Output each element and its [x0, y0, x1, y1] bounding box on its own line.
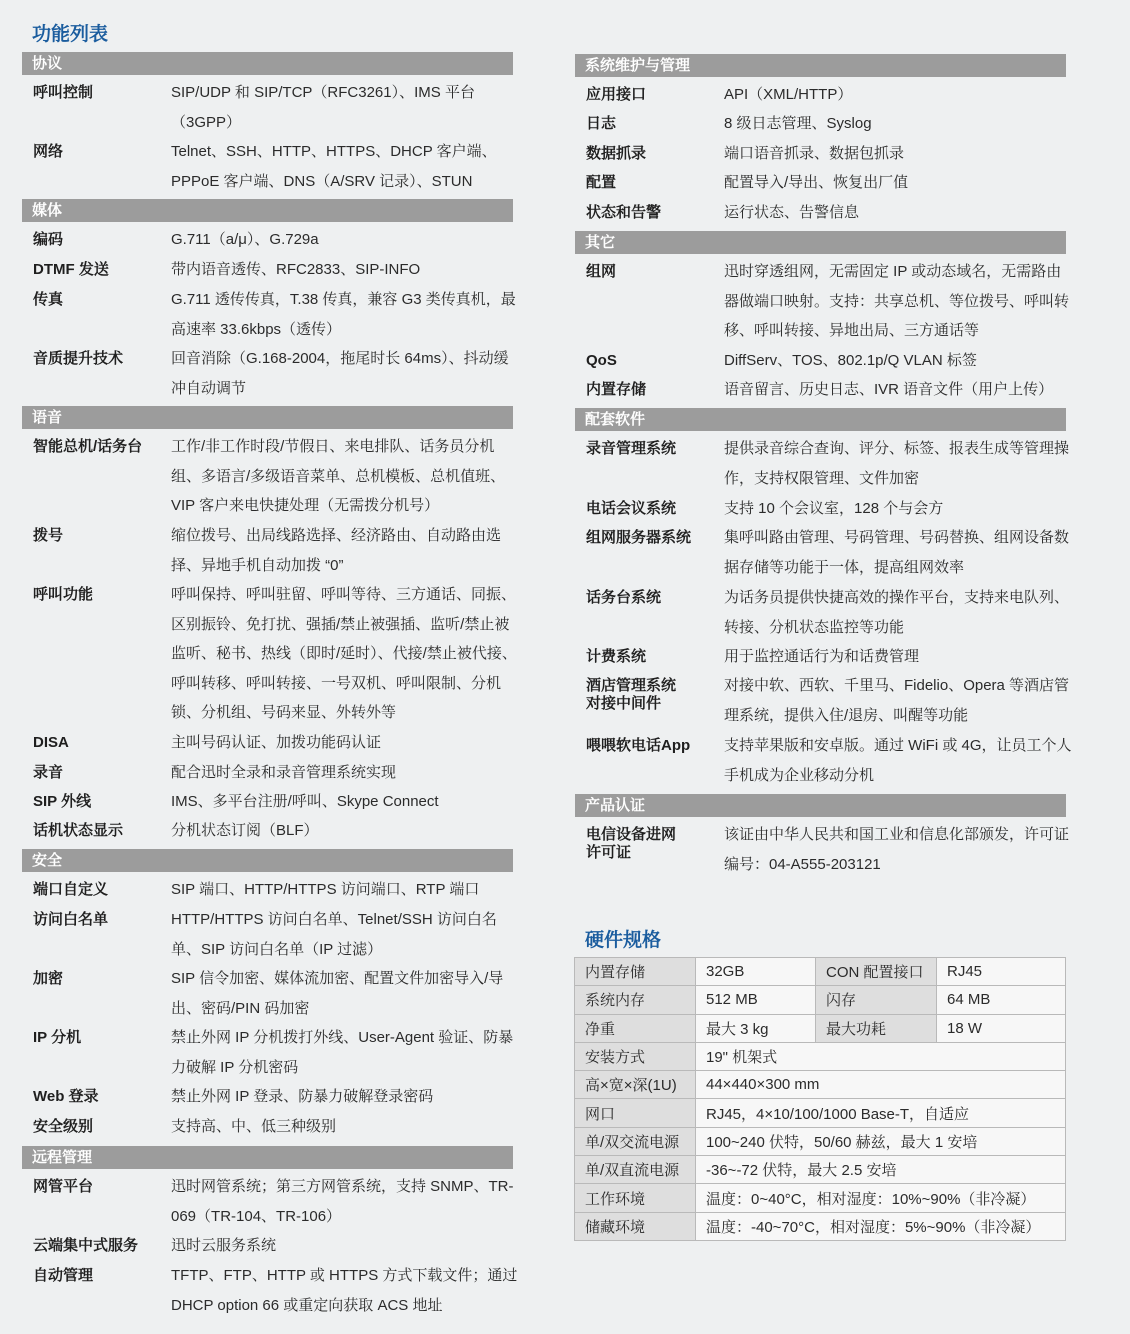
feature-name: 日志	[586, 115, 617, 132]
feature-name: 呼叫功能	[33, 586, 94, 603]
feature-value: 8 级日志管理、Syslog	[724, 115, 872, 132]
feature-name: 配置	[586, 174, 617, 191]
feature-name: 网管平台	[33, 1178, 94, 1195]
feature-row	[22, 344, 513, 403]
feature-value: 工作/非工作时段/节假日、来电排队、话务员分机组、多语言/多级语音菜单、总机模板、总机值班、VIP 客户来电快捷处理（无需拨分机号）	[171, 438, 506, 514]
feature-name: 安全级别	[33, 1118, 94, 1135]
feature-row	[22, 875, 513, 905]
spec-row	[575, 1014, 1066, 1042]
feature-value: 回音消除（G.168-2004，拖尾时长 64ms）、抖动缓冲自动调节	[171, 350, 509, 397]
spec-value: -36~-72 伏特，最大 2.5 安培	[696, 1156, 1066, 1184]
feature-value: G.711（a/μ）、G.729a	[171, 231, 319, 248]
section-header: 系统维护与管理	[575, 54, 1066, 77]
feature-row	[575, 257, 1070, 346]
section-header: 安全	[22, 849, 513, 872]
feature-value: 禁止外网 IP 分机拨打外线、User-Agent 验证、防暴力破解 IP 分机密码	[171, 1029, 514, 1076]
spec-row	[575, 986, 1066, 1014]
feature-value: 支持高、中、低三种级别	[171, 1118, 337, 1135]
feature-value: DiffServ、TOS、802.1p/Q VLAN 标签	[724, 352, 977, 369]
feature-value: 缩位拨号、出局线路选择、经济路由、自动路由选择、异地手机自动加拨 “0”	[171, 527, 502, 574]
feature-row	[22, 758, 513, 788]
feature-name: 加密	[33, 970, 64, 987]
feature-name: 端口自定义	[33, 881, 109, 898]
feature-value: 该证由中华人民共和国工业和信息化部颁发，许可证编号：04-A555-203121	[724, 826, 1070, 873]
feature-value: 对接中软、西软、千里马、Fidelio、Opera 等酒店管理系统，提供入住/退房、叫醒等功能	[724, 677, 1070, 724]
feature-name: IP 分机	[33, 1029, 82, 1046]
feature-name: 录音	[33, 764, 64, 781]
spec-value: 温度：0~40°C，相对湿度：10%~90%（非冷凝）	[696, 1184, 1066, 1212]
feature-value: 迅时云服务系统	[171, 1237, 277, 1254]
feature-value: SIP 端口、HTTP/HTTPS 访问端口、RTP 端口	[171, 881, 480, 898]
feature-name: DTMF 发送	[33, 261, 109, 278]
spec-value: RJ45	[937, 958, 1066, 986]
feature-value: 迅时网管系统；第三方网管系统，支持 SNMP、TR-069（TR-104、TR-106）	[171, 1178, 514, 1225]
feature-row	[575, 583, 1070, 642]
spec-row	[575, 1127, 1066, 1155]
feature-name: 计费系统	[586, 648, 647, 665]
feature-value: G.711 透传传真，T.38 传真，兼容 G3 类传真机，最高速率 33.6kbps（透传）	[171, 291, 516, 338]
feature-row	[22, 1172, 513, 1231]
feature-value: 支持苹果版和安卓版。通过 WiFi 或 4G，让员工个人手机成为企业移动分机	[724, 737, 1072, 784]
feature-value: 分机状态订阅（BLF）	[171, 822, 319, 839]
hardware-spec-table	[574, 957, 1066, 1241]
feature-row	[22, 1261, 518, 1320]
section-header: 语音	[22, 406, 513, 429]
feature-row	[575, 346, 1066, 376]
feature-name: 编码	[33, 231, 64, 248]
spec-row	[575, 1184, 1066, 1212]
feature-name: 电信设备进网许可证	[586, 826, 677, 861]
feature-name: 录音管理系统	[586, 440, 677, 457]
feature-name: 呼叫控制	[33, 84, 94, 101]
spec-value: 64 MB	[937, 986, 1066, 1014]
feature-row	[575, 820, 1070, 879]
hardware-title: 硬件规格	[585, 930, 662, 951]
spec-row	[575, 958, 1066, 986]
feature-name: 喂喂软电话App	[586, 737, 691, 754]
feature-value: 呼叫保持、呼叫驻留、呼叫等待、三方通话、同振、区别振铃、免打扰、强插/禁止被强插、监听/禁止被监听、秘书、热线（即时/延时）、代接/禁止被代接、呼叫转移、呼叫转接、一号双机、呼叫限制、分机锁、分机组、号码来显、外转外等	[171, 586, 517, 721]
feature-name: 电话会议系统	[586, 500, 677, 517]
feature-value: 迅时穿透组网，无需固定 IP 或动态域名，无需路由器做端口映射。支持：共享总机、等位拨号、呼叫转移、呼叫转接、异地出局、三方通话等	[724, 263, 1070, 339]
spec-label: 网口	[575, 1099, 696, 1127]
feature-row	[22, 787, 513, 817]
feature-row	[575, 523, 1070, 582]
feature-value: 支持 10 个会议室，128 个与会方	[724, 500, 944, 517]
feature-value: 配合迅时全录和录音管理系统实现	[171, 764, 397, 781]
feature-row	[575, 731, 1072, 790]
feature-row	[575, 109, 1066, 139]
feature-value: 为话务员提供快捷高效的操作平台，支持来电队列、转接、分机状态监控等功能	[724, 589, 1070, 636]
feature-name: Web 登录	[33, 1088, 99, 1105]
feature-row	[575, 642, 1066, 672]
feature-row	[22, 1023, 513, 1082]
feature-row	[22, 1112, 513, 1142]
feature-name: 内置存储	[586, 381, 647, 398]
feature-name: 状态和告警	[586, 204, 662, 221]
spec-value: 温度：-40~70°C，相对湿度：5%~90%（非冷凝）	[696, 1212, 1066, 1240]
feature-row	[22, 137, 513, 196]
feature-name: 拨号	[33, 527, 64, 544]
feature-value: 语音留言、历史日志、IVR 语音文件（用户上传）	[724, 381, 1054, 398]
section-title: 功能列表	[32, 24, 109, 45]
feature-row	[575, 80, 1066, 110]
feature-name: 酒店管理系统对接中间件	[586, 677, 677, 712]
spec-label: 储藏环境	[575, 1212, 696, 1240]
feature-name: 音质提升技术	[33, 350, 124, 367]
section-header: 远程管理	[22, 1146, 513, 1169]
feature-name: DISA	[33, 734, 69, 751]
feature-value: 端口语音抓录、数据包抓录	[724, 145, 905, 162]
feature-row	[22, 225, 513, 255]
feature-row	[575, 671, 1070, 730]
feature-value: HTTP/HTTPS 访问白名单、Telnet/SSH 访问白名单、SIP 访问白名单（IP 过滤）	[171, 911, 497, 958]
feature-row	[22, 255, 513, 285]
spec-value: RJ45，4×10/100/1000 Base-T，自适应	[696, 1099, 1066, 1127]
feature-name: 网络	[33, 143, 64, 160]
feature-row	[22, 905, 513, 964]
feature-name: SIP 外线	[33, 793, 92, 810]
spec-label: 内置存储	[575, 958, 696, 986]
feature-value: IMS、多平台注册/呼叫、Skype Connect	[171, 793, 439, 810]
feature-name: 自动管理	[33, 1267, 94, 1284]
spec-label: CON 配置接口	[816, 958, 937, 986]
feature-value: SIP 信令加密、媒体流加密、配置文件加密导入/导出、密码/PIN 码加密	[171, 970, 504, 1017]
feature-name: 应用接口	[586, 86, 647, 103]
feature-row	[22, 580, 517, 728]
feature-row	[22, 816, 513, 846]
feature-value: SIP/UDP 和 SIP/TCP（RFC3261）、IMS 平台（3GPP）	[171, 84, 475, 131]
feature-name: 云端集中式服务	[33, 1237, 139, 1254]
feature-value: 禁止外网 IP 登录、防暴力破解登录密码	[171, 1088, 434, 1105]
feature-row	[22, 521, 513, 580]
feature-name: 数据抓录	[586, 145, 647, 162]
spec-value: 512 MB	[696, 986, 816, 1014]
feature-value: TFTP、FTP、HTTP 或 HTTPS 方式下载文件；通过 DHCP option 66 或重定向获取 ACS 地址	[171, 1267, 518, 1314]
feature-value: 配置导入/导出、恢复出厂值	[724, 174, 909, 191]
spec-label: 工作环境	[575, 1184, 696, 1212]
spec-value: 100~240 伏特，50/60 赫兹，最大 1 安培	[696, 1127, 1066, 1155]
spec-label: 系统内存	[575, 986, 696, 1014]
feature-row	[575, 168, 1066, 198]
spec-label: 单/双直流电源	[575, 1156, 696, 1184]
feature-name: 话机状态显示	[33, 822, 124, 839]
feature-name: 传真	[33, 291, 64, 308]
section-header: 产品认证	[575, 794, 1066, 817]
feature-name: 访问白名单	[33, 911, 109, 928]
feature-value: 集呼叫路由管理、号码管理、号码替换、组网设备数据存储等功能于一体，提高组网效率	[724, 529, 1070, 576]
feature-value: 运行状态、告警信息	[724, 204, 860, 221]
feature-name: 智能总机/话务台	[33, 438, 143, 455]
spec-label: 最大功耗	[816, 1014, 937, 1042]
feature-row	[22, 728, 513, 758]
feature-row	[575, 494, 1066, 524]
spec-row	[575, 1071, 1066, 1099]
spec-row	[575, 1156, 1066, 1184]
spec-row	[575, 1099, 1066, 1127]
feature-row	[22, 964, 513, 1023]
spec-value: 18 W	[937, 1014, 1066, 1042]
section-header: 其它	[575, 231, 1066, 254]
feature-row	[22, 432, 513, 521]
spec-label: 闪存	[816, 986, 937, 1014]
spec-value: 最大 3 kg	[696, 1014, 816, 1042]
section-header: 协议	[22, 52, 513, 75]
spec-value: 44×440×300 mm	[696, 1071, 1066, 1099]
spec-value: 19" 机架式	[696, 1042, 1066, 1070]
feature-value: 用于监控通话行为和话费管理	[724, 648, 920, 665]
feature-name: 话务台系统	[586, 589, 662, 606]
feature-value: 主叫号码认证、加拨功能码认证	[171, 734, 382, 751]
feature-name: QoS	[586, 352, 617, 369]
feature-value: API（XML/HTTP）	[724, 86, 853, 103]
spec-label: 高×宽×深(1U)	[575, 1071, 696, 1099]
spec-label: 安装方式	[575, 1042, 696, 1070]
feature-row	[22, 78, 513, 137]
section-header: 媒体	[22, 199, 513, 222]
spec-row	[575, 1212, 1066, 1240]
feature-value: Telnet、SSH、HTTP、HTTPS、DHCP 客户端、PPPoE 客户端、DNS（A/SRV 记录）、STUN	[171, 143, 497, 190]
spec-label: 单/双交流电源	[575, 1127, 696, 1155]
feature-value: 提供录音综合查询、评分、标签、报表生成等管理操作，支持权限管理、文件加密	[724, 440, 1070, 487]
feature-name: 组网服务器系统	[586, 529, 692, 546]
spec-label: 净重	[575, 1014, 696, 1042]
feature-row	[575, 139, 1066, 169]
feature-row	[22, 285, 516, 344]
spec-value: 32GB	[696, 958, 816, 986]
spec-row	[575, 1042, 1066, 1070]
feature-row	[575, 375, 1066, 405]
feature-row	[575, 198, 1066, 228]
feature-row	[22, 1082, 513, 1112]
feature-value: 带内语音透传、RFC2833、SIP-INFO	[171, 261, 421, 278]
feature-row	[575, 434, 1070, 493]
section-header: 配套软件	[575, 408, 1066, 431]
feature-row	[22, 1231, 513, 1261]
feature-name: 组网	[586, 263, 617, 280]
